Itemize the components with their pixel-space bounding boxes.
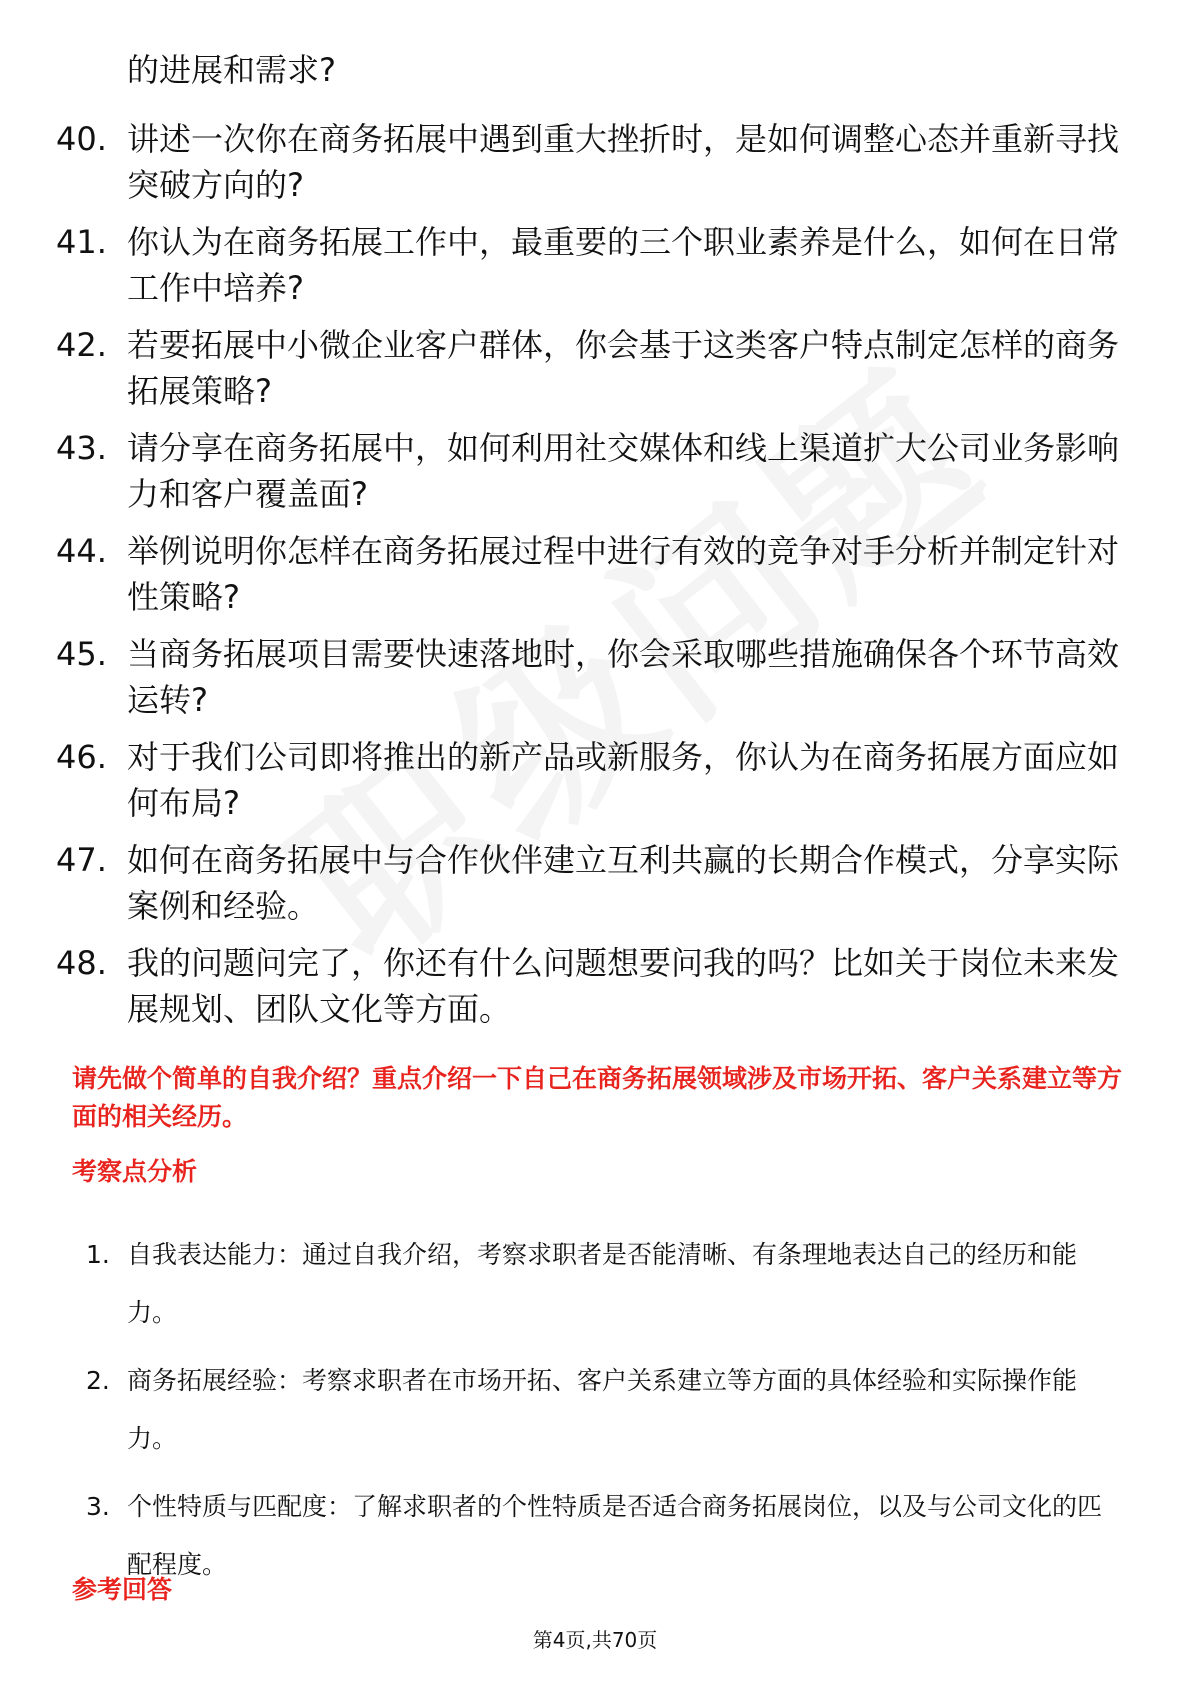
question-number: 46. bbox=[56, 738, 107, 776]
question-text: 请分享在商务拓展中，如何利用社交媒体和线上渠道扩大公司业务影响力和客户覆盖面? bbox=[127, 429, 1120, 513]
question-number: 41. bbox=[56, 223, 107, 261]
analysis-text: 个性特质与匹配度：了解求职者的个性特质是否适合商务拓展岗位，以及与公司文化的匹配程度。 bbox=[127, 1492, 1103, 1579]
list-item bbox=[56, 116, 1126, 208]
analysis-text: 商务拓展经验：考察求职者在市场开拓、客户关系建立等方面的具体经验和实际操作能力。 bbox=[127, 1366, 1078, 1453]
question-number: 48. bbox=[56, 944, 107, 982]
question-number: 43. bbox=[56, 429, 107, 467]
analysis-heading: 考察点分析 bbox=[72, 1157, 198, 1186]
reference-heading: 参考回答 bbox=[72, 1575, 173, 1604]
analysis-number: 3. bbox=[86, 1492, 110, 1521]
list-item bbox=[56, 219, 1126, 311]
question-text: 如何在商务拓展中与合作伙伴建立互利共赢的长期合作模式，分享实际案例和经验。 bbox=[127, 841, 1120, 925]
list-item bbox=[86, 1226, 1126, 1342]
question-text: 你认为在商务拓展工作中，最重要的三个职业素养是什么，如何在日常工作中培养? bbox=[127, 223, 1120, 307]
question-text: 举例说明你怎样在商务拓展过程中进行有效的竞争对手分析并制定针对性策略? bbox=[127, 532, 1120, 616]
highlight-question: 请先做个简单的自我介绍？重点介绍一下自己在商务拓展领域涉及市场开拓、客户关系建立等方面的相关经历。 bbox=[72, 1064, 1123, 1131]
continuation-text: 的进展和需求? bbox=[127, 51, 336, 89]
question-number: 40. bbox=[56, 120, 107, 158]
question-number: 42. bbox=[56, 326, 107, 364]
list-item bbox=[56, 631, 1126, 723]
question-number: 47. bbox=[56, 841, 107, 879]
question-text: 我的问题问完了，你还有什么问题想要问我的吗？比如关于岗位未来发展规划、团队文化等方面。 bbox=[127, 944, 1120, 1028]
analysis-text: 自我表达能力：通过自我介绍，考察求职者是否能清晰、有条理地表达自己的经历和能力。 bbox=[127, 1240, 1078, 1327]
analysis-list bbox=[86, 1226, 1126, 1604]
question-list bbox=[56, 116, 1126, 1043]
question-text: 讲述一次你在商务拓展中遇到重大挫折时，是如何调整心态并重新寻找突破方向的? bbox=[127, 120, 1120, 204]
analysis-number: 1. bbox=[86, 1240, 110, 1269]
page-number: 第4页,共70页 bbox=[532, 1628, 658, 1652]
list-item bbox=[56, 425, 1126, 517]
list-item bbox=[86, 1352, 1126, 1468]
question-number: 45. bbox=[56, 635, 107, 673]
list-item bbox=[56, 528, 1126, 620]
question-text: 对于我们公司即将推出的新产品或新服务，你认为在商务拓展方面应如何布局? bbox=[127, 738, 1120, 822]
question-text: 当商务拓展项目需要快速落地时，你会采取哪些措施确保各个环节高效运转? bbox=[127, 635, 1120, 719]
list-item bbox=[56, 837, 1126, 929]
list-item bbox=[56, 940, 1126, 1032]
list-item bbox=[86, 1478, 1126, 1594]
list-item bbox=[56, 734, 1126, 826]
list-item bbox=[56, 322, 1126, 414]
analysis-number: 2. bbox=[86, 1366, 110, 1395]
question-number: 44. bbox=[56, 532, 107, 570]
question-text: 若要拓展中小微企业客户群体，你会基于这类客户特点制定怎样的商务拓展策略? bbox=[127, 326, 1120, 410]
